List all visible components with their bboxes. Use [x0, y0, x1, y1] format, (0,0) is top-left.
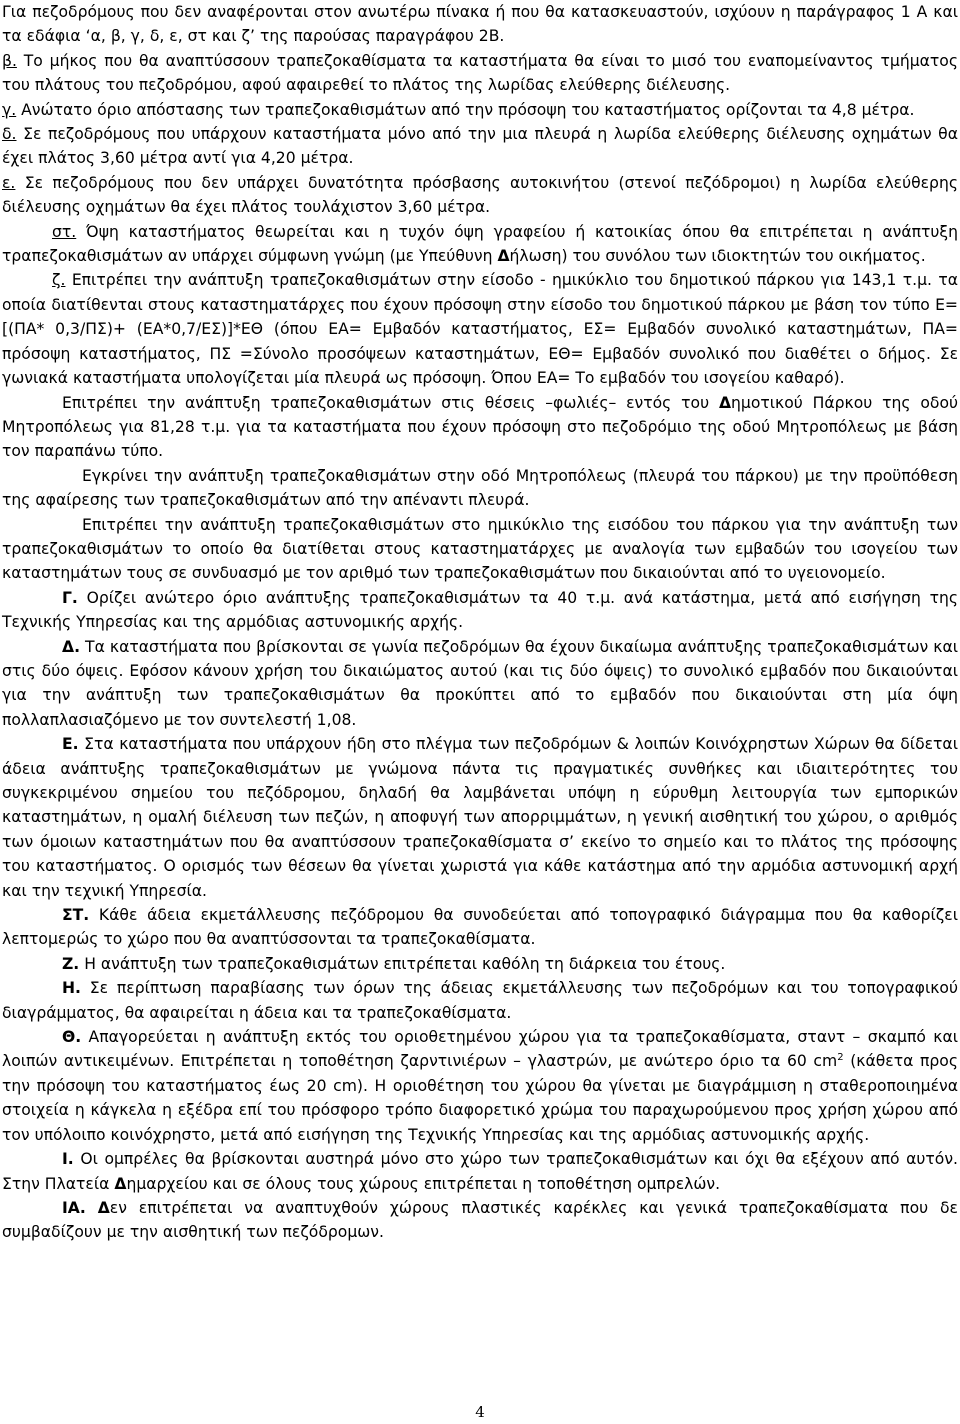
paragraph-intro: Για πεζοδρόμους που δεν αναφέρονται στον ανωτέρω πίνακα ή που θα κατασκευαστούν, ισχύουν η παράγραφος 1 Α και τα εδάφια ‘α, β, γ, δ, ε, στ και ζ’ της παρούσας παραγράφου 2Β. [2, 3, 958, 46]
paragraph-IA: ΙΑ. Δεν επιτρέπεται να αναπτυχθούν χώρους πλαστικές καρέκλες και γενικά τραπεζοκαθίσματα που δε συμβαδίζουν με την αισθητική των πεζόδρομων. [2, 1198, 958, 1242]
paragraph-st: στ. Όψη καταστήματος θεωρείται και η τυχόν όψη γραφείου ή κατοικίας όπου θα επιτρέπεται η ανάπτυξη τραπεζοκαθισμάτων αν υπάρχει σύμφωνη γνώμη (με Υπεύθυνη Δήλωση) του συνόλου των ιδιοκτητών του οικήματος. [2, 222, 958, 266]
item-marker: Ε. [62, 735, 79, 754]
paragraph-park-nests: Επιτρέπει την ανάπτυξη τραπεζοκαθισμάτων στις θέσεις –φωλιές– εντός του Δημοτικού Πάρκου της οδού Μητροπόλεως για 81,28 τ.μ. για τα καταστήματα που έχουν πρόσοψη στο πεζοδρόμιο της οδού Μητροπόλεως με βάση τον παραπάνω τύπο. [2, 393, 959, 461]
paragraph-delta: δ. Σε πεζοδρόμους που υπάρχουν καταστήματα μόνο από την μια πλευρά η λωρίδα ελεύθερης διέλευσης οχημάτων θα έχει πλάτος 3,60 μέτρα αντί για 4,20 μέτρα. [2, 125, 958, 168]
paragraph-Z: Ζ. Η ανάπτυξη των τραπεζοκαθισμάτων επιτρέπεται καθόλη τη διάρκεια του έτους. [62, 954, 726, 973]
item-marker: γ. [2, 100, 17, 119]
item-marker: Η. [62, 979, 81, 998]
paragraph-zeta: ζ. Επιτρέπει την ανάπτυξη τραπεζοκαθισμάτων στην είσοδο - ημικύκλιο του δημοτικού πάρκου για 143,1 τ.μ. τα οποία διατίθενται στους καταστηματάρχες που έχουν πρόσοψη στην είσοδο του δημοτικού πάρκου με βάση τον τύπο Ε= [(ΠΑ* 0,3/ΠΣ)+ (ΕΑ*0,7/ΕΣ)]*ΕΘ (όπου ΕΑ= Εμβαδόν καταστήματος, ΕΣ= Εμβαδόν συνολικό καταστημάτων, ΠΑ= πρόσοψη καταστήματος, ΠΣ =Σύνολο προσόψεων καταστημάτων, ΕΘ= Εμβαδόν συνολικό που διαθέτει ο δήμος. Σε γωνιακά καταστήματα υπολογίζεται μία πλευρά ως πρόσοψη. Όπου ΕΑ= Το εμβαδόν του ισογείου καθαρό). [2, 271, 958, 388]
item-marker: Γ. [62, 588, 78, 607]
paragraph-E: Ε. Στα καταστήματα που υπάρχουν ήδη στο πλέγμα των πεζοδρόμων & λοιπών Κοινόχρηστων Χώρων θα δίδεται άδεια ανάπτυξης τραπεζοκαθισμάτων με γνώμονα πάντα τις πραγματικές συνθήκες και ιδιαιτερότητες του συγκεκριμένου σημείου του πεζόδρομου, δηλαδή θα λαμβάνεται υπόψη η εύρυθμη λειτουργία των εμπορικών καταστημάτων, η ομαλή διέλευση των πεζών, η αποφυγή των απορριμμάτων, η γενική αισθητική του χώρου, ο αριθμός των όμοιων καταστημάτων που θα αναπτύσσουν τραπεζοκαθίσματα σ’ εκείνο το σημείο και το πλάτος της πρόσοψης του καταστήματος. Ο ορισμός των θέσεων θα γίνεται χωριστά για κάθε κατάστημα από την αρμόδια αστυνομική αρχή και την τεχνική Υπηρεσία. [2, 735, 958, 900]
document-body [2, 0, 958, 1245]
item-marker: ΙΑ. [62, 1198, 86, 1217]
item-marker: ζ. [52, 271, 66, 290]
paragraph-semicircle: Επιτρέπει την ανάπτυξη τραπεζοκαθισμάτων στο ημικύκλιο της εισόδου του πάρκου για την ανάπτυξη των τραπεζοκαθισμάτων το οποίο θα διατίθεται στους καταστηματάρχες με αναλογία των εμβαδών του ισογείου των καταστημάτων τους σε συνδυασμό με τον αριθμό των τραπεζοκαθισμάτων που δικαιούνται από το υγειονομείο. [2, 515, 958, 583]
item-marker: ΣΤ. [62, 906, 90, 925]
page-number: 4 [475, 1403, 485, 1421]
paragraph-gamma: γ. Ανώτατο όριο απόστασης των τραπεζοκαθισμάτων από την πρόσοψη του καταστήματος ορίζονται τα 4,8 μέτρα. [2, 100, 915, 119]
paragraph-H: Η. Σε περίπτωση παραβίασης των όρων της άδειας εκμετάλλευσης των πεζοδρόμων και του τοπογραφικού διαγράμματος, θα αφαιρείται η άδεια και τα τραπεζοκαθίσματα. [2, 979, 958, 1022]
item-marker: Θ. [62, 1028, 82, 1047]
item-marker: Ι. [62, 1150, 74, 1169]
paragraph-I: Ι. Οι ομπρέλες θα βρίσκονται αυστηρά μόνο στο χώρο των τραπεζοκαθισμάτων και όχι θα εξέχουν από αυτόν. Στην Πλατεία Δημαρχείου και σε όλους τους χώρους επιτρέπεται η τοποθέτηση ομπρελών. [2, 1150, 958, 1193]
item-marker: ε. [2, 173, 16, 192]
item-marker: Ζ. [62, 954, 80, 973]
paragraph-D: Δ. Τα καταστήματα που βρίσκονται σε γωνία πεζοδρόμων θα έχουν δικαίωμα ανάπτυξης τραπεζοκαθισμάτων και στις δύο όψεις. Εφόσον κάνουν χρήση του δικαιώματος αυτού (και τις δύο όψεις) το συνολικό εμβαδόν που δικαιούνται για την ανάπτυξη των τραπεζοκαθισμάτων θα προκύπτει από το εμβαδόν που δικαιούνται στη μία όψη πολλαπλασιαζόμενο με τον συντελεστή 1,08. [2, 637, 958, 729]
paragraph-G: Γ. Ορίζει ανώτερο όριο ανάπτυξης τραπεζοκαθισμάτων τα 40 τ.μ. ανά κατάστημα, μετά από εισήγηση της Τεχνικής Υπηρεσίας και της αρμόδιας αστυνομικής αρχής. [2, 588, 958, 632]
item-marker: Δ. [62, 637, 80, 656]
paragraph-ST: ΣΤ. Κάθε άδεια εκμετάλλευσης πεζόδρομου θα συνοδεύεται από τοπογραφικό διάγραμμα που θα καθορίζει λεπτομερώς το χώρο που θα αναπτύσσονται τα τραπεζοκαθίσματα. [2, 906, 958, 949]
paragraph-TH: Θ. Απαγορεύεται η ανάπτυξη εκτός του οριοθετημένου χώρου για τα τραπεζοκαθίσματα, σταντ – σκαμπό και λοιπών αντικειμένων. Επιτρέπεται η τοποθέτηση ζαρντινιέρων – γλαστρών, με ανώτερο όριο τα 60 $cm^2$ (κάθετα προς την πρόσοψη του καταστήματος έως 20 cm). Η οριοθέτηση του χώρου θα γίνεται με διαγράμμιση η σταθεροποιημένα στοιχεία η κάγκελα η εξέδρα επί του πρόσφορο τρόπο διαφορετικό χρώμα του παραχωρούμενου προς χρήση χώρου από τον υπόλοιπο κοινόχρηστο, μετά από εισήγηση της Τεχνικής Υπηρεσίας και της αρμόδιας αστυνομικής αρχής. [2, 1028, 958, 1144]
paragraph-beta: β. Το μήκος που θα αναπτύσσουν τραπεζοκαθίσματα τα καταστήματα θα είναι το μισό του εναπομείναντος τμήματος του πλάτους του πεζοδρόμου, αφού αφαιρεθεί το πλάτος της λωρίδας ελεύθερης διέλευσης. [2, 51, 958, 95]
item-marker: δ. [2, 125, 17, 144]
item-marker: β. [2, 51, 17, 70]
paragraph-mitropoleos: Εγκρίνει την ανάπτυξη τραπεζοκαθισμάτων στην οδό Μητροπόλεως (πλευρά του πάρκου) με την προϋπόθεση της αφαίρεσης των τραπεζοκαθισμάτων από την απέναντι πλευρά. [2, 466, 958, 510]
item-marker: στ. [52, 222, 77, 241]
paragraph-epsilon: ε. Σε πεζοδρόμους που δεν υπάρχει δυνατότητα πρόσβασης αυτοκινήτου (στενοί πεζόδρομοι) η λωρίδα ελεύθερης διέλευσης οχημάτων θα έχει πλάτος τουλάχιστον 3,60 μέτρα. [2, 173, 958, 217]
